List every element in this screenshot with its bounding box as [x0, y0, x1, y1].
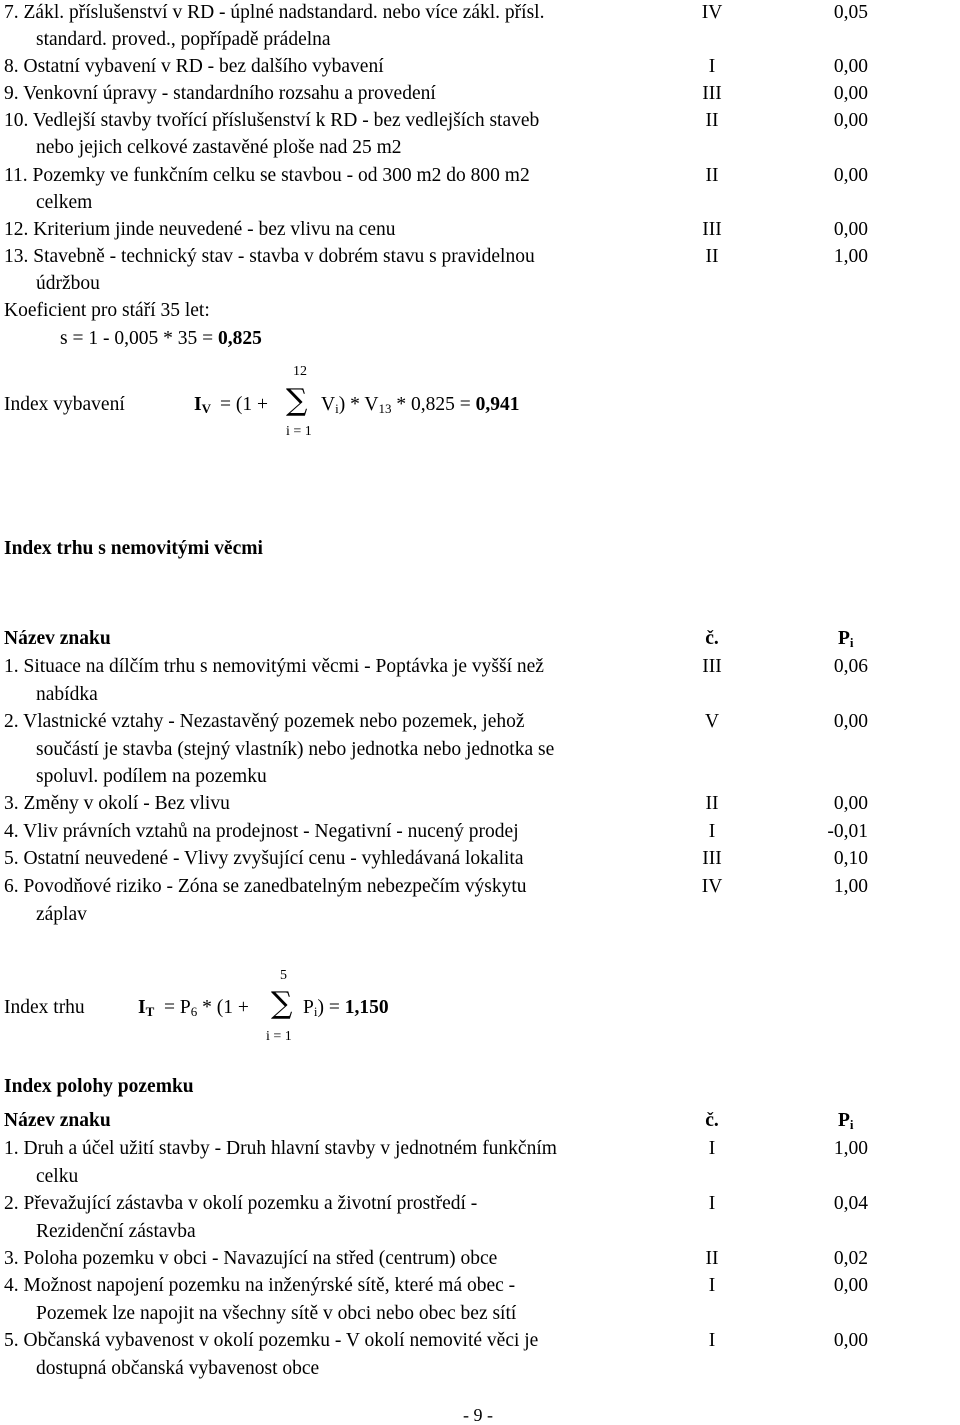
- age-coefficient-label: Koeficient pro stáří 35 let:: [4, 300, 210, 321]
- col-header-num: č.: [705, 1110, 719, 1131]
- table-row-num: II: [705, 246, 719, 267]
- table-row-label-cont: nabídka: [36, 684, 98, 705]
- section-heading-poloha: Index polohy pozemku: [4, 1076, 194, 1097]
- table-row-num: III: [702, 848, 722, 869]
- table-row-label: 12. Kriterium jinde neuvedené - bez vlivu na cenu: [4, 219, 396, 240]
- index-trhu-eq-rest: $P_i) = 1,150$: [303, 997, 389, 1019]
- table-row-num: IV: [701, 876, 723, 897]
- table-row-val: 1,00: [833, 246, 868, 267]
- table-row-label: 4. Vliv právních vztahů na prodejnost - Negativní - nucený prodej: [4, 821, 519, 842]
- sum-lower-limit: i = 1: [266, 1029, 292, 1044]
- table-row-label-cont: nebo jejich celkové zastavěné ploše nad 25 m2: [36, 137, 402, 158]
- table-row-label: 5. Ostatní neuvedené - Vlivy zvyšující cenu - vyhledávaná lokalita: [4, 848, 524, 869]
- table-row-val: 0,05: [833, 2, 868, 23]
- index-trhu-symbol: $I_T$: [138, 997, 155, 1019]
- sum-sign: ∑: [286, 383, 308, 418]
- table-row-val: 0,00: [833, 219, 868, 240]
- table-row-label: 8. Ostatní vybavení v RD - bez dalšího vybavení: [4, 56, 384, 77]
- col-header-num: č.: [705, 628, 719, 649]
- table-row-label: 7. Zákl. příslušenství v RD - úplné nadstandard. nebo více zákl. přísl.: [4, 2, 545, 23]
- sum-sign: ∑: [271, 986, 293, 1021]
- table-row-val: 0,02: [833, 1248, 868, 1269]
- index-trhu-result: 1,150: [344, 997, 389, 1018]
- table-row-num: I: [708, 1138, 716, 1159]
- table-row-label-cont: Rezidenční zástavba: [36, 1221, 196, 1242]
- table-row-label: 3. Poloha pozemku v obci - Navazující na střed (centrum) obce: [4, 1248, 498, 1269]
- table-row-num: II: [705, 793, 719, 814]
- table-row-label: 6. Povodňové riziko - Zóna se zanedbatelným nebezpečím výskytu: [4, 876, 527, 897]
- index-vybaveni-symbol: $I_V$: [194, 394, 211, 416]
- table-row-label: 11. Pozemky ve funkčním celku se stavbou - od 300 m2 do 800 m2: [4, 165, 530, 186]
- table-row-val: 1,00: [833, 1138, 868, 1159]
- col-header-name: Název znaku: [4, 628, 111, 649]
- table-row-val: -0,01: [827, 821, 868, 842]
- sum-lower-limit: i = 1: [286, 424, 312, 439]
- sum-upper-limit: 12: [293, 364, 307, 379]
- page-number: - 9 -: [463, 1405, 493, 1425]
- table-row-num: III: [702, 219, 722, 240]
- table-row-label: 4. Možnost napojení pozemku na inženýrské sítě, které má obec -: [4, 1275, 516, 1296]
- table-row-label-cont: spoluvl. podílem na pozemku: [36, 766, 267, 787]
- table-row-num: III: [702, 83, 722, 104]
- table-row-val: 0,00: [833, 1275, 868, 1296]
- table-row-label: 5. Občanská vybavenost v okolí pozemku - V okolí nemovité věci je: [4, 1330, 539, 1351]
- col-header-name: Název znaku: [4, 1110, 111, 1131]
- section-heading-trh: Index trhu s nemovitými věcmi: [4, 538, 263, 559]
- table-row-label: 13. Stavebně - technický stav - stavba v dobrém stavu s pravidelnou: [4, 246, 535, 267]
- index-vybaveni-result: 0,941: [475, 394, 520, 415]
- table-row-label-cont: celkem: [36, 192, 93, 213]
- table-row-val: 0,00: [833, 793, 868, 814]
- table-row-num: I: [708, 1193, 716, 1214]
- table-row-num: IV: [701, 2, 723, 23]
- table-row-val: 1,00: [833, 876, 868, 897]
- table-row-val: 0,06: [833, 656, 868, 677]
- table-row-val: 0,00: [833, 56, 868, 77]
- table-row-num: II: [705, 165, 719, 186]
- table-row-label-cont: dostupná občanská vybavenost obce: [36, 1358, 320, 1379]
- table-row-label-cont: standard. proved., popřípadě prádelna: [36, 29, 331, 50]
- table-row-label: 9. Venkovní úpravy - standardního rozsahu a provedení: [4, 83, 436, 104]
- table-row-val: 0,00: [833, 711, 868, 732]
- table-row-num: I: [708, 1330, 716, 1351]
- table-row-label-cont: Pozemek lze napojit na všechny sítě v obci nebo obec bez sítí: [36, 1303, 517, 1324]
- table-row-val: 0,10: [833, 848, 868, 869]
- sum-upper-limit: 5: [280, 968, 287, 983]
- age-coefficient-result: 0,825: [217, 328, 262, 349]
- table-row-label: 2. Převažující zástavba v okolí pozemku a životní prostředí -: [4, 1193, 478, 1214]
- table-row-num: I: [708, 1275, 716, 1296]
- table-row-num: I: [708, 821, 716, 842]
- table-row-val: 0,00: [833, 110, 868, 131]
- index-trhu-label: Index trhu: [4, 997, 85, 1018]
- table-row-label: 3. Změny v okolí - Bez vlivu: [4, 793, 230, 814]
- table-row-label-cont: celku: [36, 1166, 79, 1187]
- table-row-label: 10. Vedlejší stavby tvořící příslušenství k RD - bez vedlejších staveb: [4, 110, 540, 131]
- table-row-label: 2. Vlastnické vztahy - Nezastavěný pozemek nebo pozemek, jehož: [4, 711, 525, 732]
- table-row-label-cont: záplav: [36, 904, 87, 925]
- table-row-val: 0,04: [833, 1193, 868, 1214]
- table-row-num: II: [705, 1248, 719, 1269]
- col-header-val: $P_i$: [838, 1110, 854, 1132]
- table-row-val: 0,00: [833, 165, 868, 186]
- table-row-label-cont: údržbou: [36, 273, 100, 294]
- index-vybaveni-label: Index vybavení: [4, 394, 125, 415]
- table-row-num: V: [704, 711, 720, 732]
- table-row-label-cont: součástí je stavba (stejný vlastník) nebo jednotka nebo jednotka se: [36, 739, 555, 760]
- index-vybaveni-eq-start: = (1 +: [220, 394, 268, 415]
- table-row-num: I: [708, 56, 716, 77]
- index-trhu-eq-start: = $P_6 * (1$ +: [164, 997, 249, 1019]
- col-header-val: $P_i$: [838, 628, 854, 650]
- table-row-num: III: [702, 656, 722, 677]
- table-row-label: 1. Situace na dílčím trhu s nemovitými věcmi - Poptávka je vyšší než: [4, 656, 544, 677]
- age-coefficient-formula: s = 1 - 0,005 * 35 = 0,825: [60, 328, 262, 349]
- table-row-val: 0,00: [833, 1330, 868, 1351]
- table-row-label: 1. Druh a účel užití stavby - Druh hlavní stavby v jednotném funkčním: [4, 1138, 557, 1159]
- index-vybaveni-eq-rest: $V_i) * V_{13} * 0,825 = 0,941$: [321, 394, 520, 416]
- table-row-num: II: [705, 110, 719, 131]
- table-row-val: 0,00: [833, 83, 868, 104]
